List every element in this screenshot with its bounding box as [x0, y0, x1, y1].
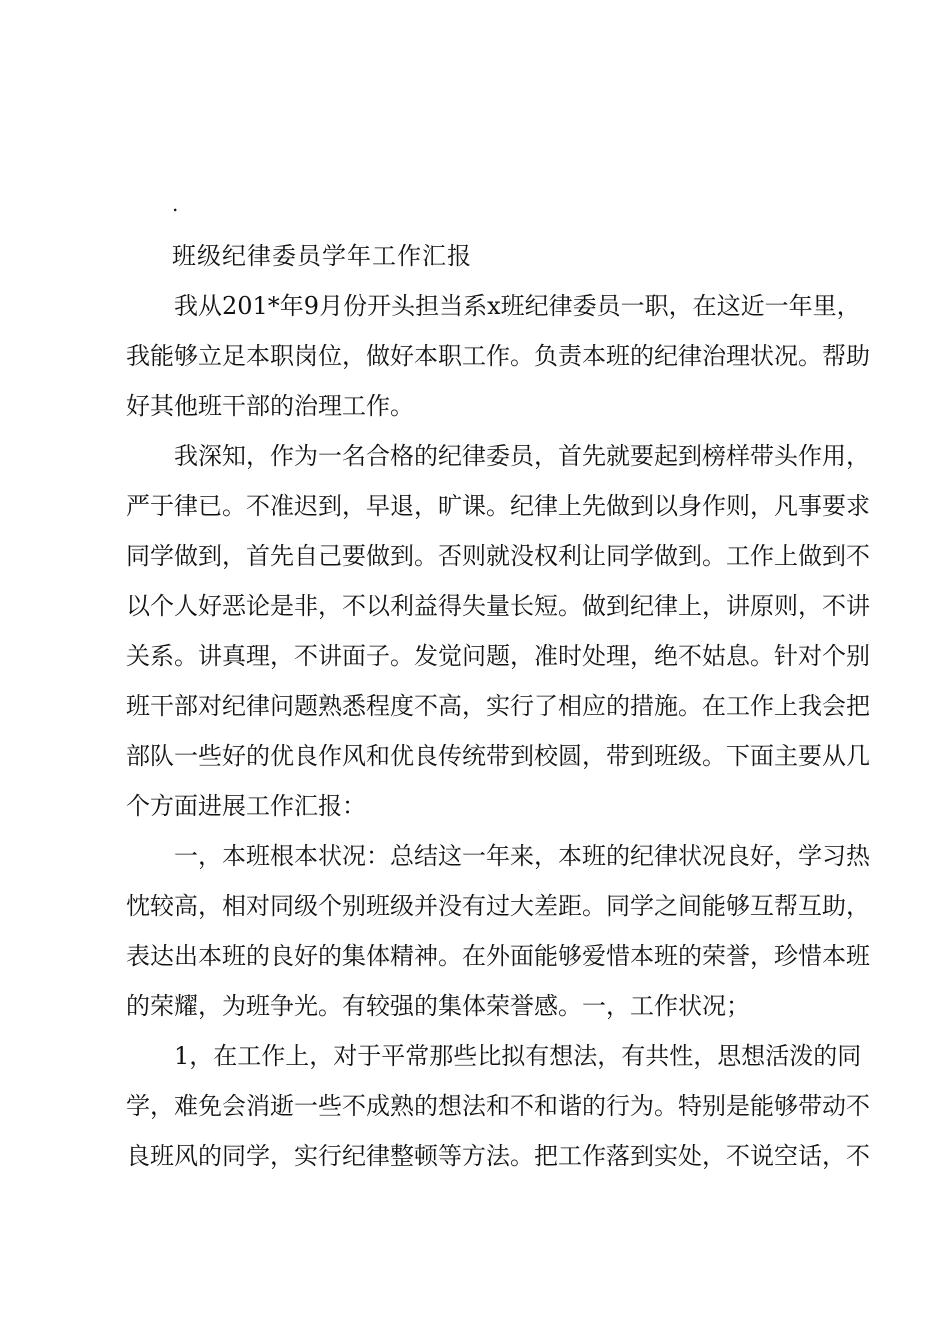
paragraph-line: 表达出本班的良好的集体精神。在外面能够爱惜本班的荣誉，珍惜本班: [126, 942, 870, 970]
paragraph-line: 班干部对纪律问题熟悉程度不高，实行了相应的措施。在工作上我会把: [126, 692, 870, 720]
paragraph-line: 同学做到，首先自己要做到。否则就没权利让同学做到。工作上做到不: [126, 542, 870, 570]
paragraph-line: 我深知，作为一名合格的纪律委员，首先就要起到榜样带头作用，: [174, 442, 870, 470]
paragraph-line: 的荣耀，为班争光。有较强的集体荣誉感。一，工作状况；: [126, 992, 750, 1020]
paragraph-line: 良班风的同学，实行纪律整顿等方法。把工作落到实处，不说空话，不: [126, 1142, 870, 1170]
paragraph-line: 关系。讲真理，不讲面子。发觉问题，准时处理，绝不姑息。针对个别: [126, 642, 870, 670]
paragraph-line: 严于律已。不准迟到，早退，旷课。纪律上先做到以身作则，凡事要求: [126, 492, 870, 520]
paragraph-line: 一，本班根本状况：总结这一年来，本班的纪律状况良好，学习热: [174, 842, 870, 870]
document-title: 班级纪律委员学年工作汇报: [172, 242, 472, 270]
paragraph-line: 学，难免会消逝一些不成熟的想法和不和谐的行为。特别是能够带动不: [126, 1092, 870, 1120]
page-marker: .: [172, 192, 179, 216]
paragraph-line: 忱较高，相对同级个别班级并没有过大差距。同学之间能够互帮互助，: [126, 892, 870, 920]
paragraph-line: 以个人好恶论是非，不以利益得失量长短。做到纪律上，讲原则，不讲: [126, 592, 870, 620]
paragraph-line: 我从201*年9月份开头担当系x班纪律委员一职，在这近一年里，: [174, 292, 861, 320]
paragraph-line: 好其他班干部的治理工作。: [126, 392, 414, 420]
paragraph-line: 部队一些好的优良作风和优良传统带到校圆，带到班级。下面主要从几: [126, 742, 870, 770]
paragraph-line: 1，在工作上，对于平常那些比拟有想法，有共性，思想活泼的同: [174, 1042, 862, 1070]
paragraph-line: 个方面进展工作汇报：: [126, 792, 366, 820]
paragraph-line: 我能够立足本职岗位，做好本职工作。负责本班的纪律治理状况。帮助: [126, 342, 870, 370]
